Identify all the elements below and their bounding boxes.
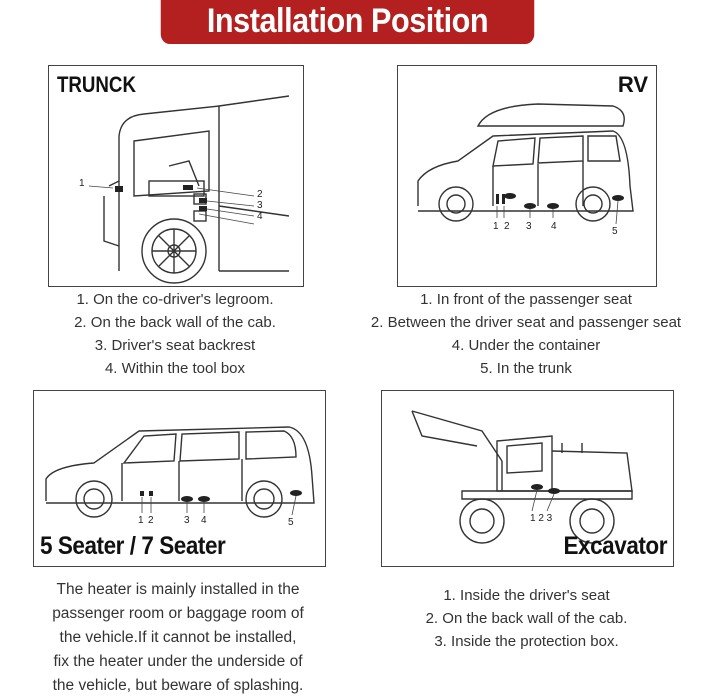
rv-description — [350, 288, 702, 380]
seater-line-2: passenger room or baggage room of — [52, 605, 304, 622]
seater-line-5: the vehicle, but beware of splashing. — [52, 677, 304, 694]
rv-marker-4: 4 — [551, 221, 557, 232]
truck-line-2: 2. On the back wall of the cab. — [74, 314, 276, 331]
seater-marker-4: 4 — [201, 515, 207, 526]
rv-line-3: 4. Under the container — [451, 337, 601, 354]
excavator-label: Excavator — [563, 532, 667, 560]
seater-line-1: The heater is mainly installed in the — [56, 581, 300, 598]
seater-label: 5 Seater / 7 Seater — [40, 532, 226, 560]
rv-line-4: 5. In the trunk — [480, 360, 572, 377]
excavator-description — [381, 584, 672, 653]
truck-line-3: 3. Driver's seat backrest — [94, 337, 256, 354]
truck-marker-3: 3 — [257, 200, 263, 211]
seater-description — [28, 578, 328, 698]
truck-line-4: 4. Within the tool box — [104, 360, 246, 377]
rv-marker-5: 5 — [612, 226, 618, 237]
rv-line-2: 2. Between the driver seat and passenger seat — [370, 314, 682, 331]
rv-marker-2: 2 — [504, 221, 510, 232]
rv-label: RV — [617, 72, 648, 97]
truck-wheel — [142, 219, 206, 283]
excavator-marker-123: 1 2 3 — [530, 513, 553, 524]
excavator-line-3: 3. Inside the protection box. — [434, 633, 619, 650]
truck-illustration — [49, 66, 303, 286]
truck-description — [42, 288, 308, 380]
truck-panel — [48, 65, 304, 287]
truck-marker-2: 2 — [257, 189, 263, 200]
rv-line-1: 1. In front of the passenger seat — [420, 291, 632, 308]
seater-marker-2: 2 — [148, 515, 154, 526]
truck-marker-1: 1 — [79, 178, 85, 189]
rv-marker-1: 1 — [493, 221, 499, 232]
seater-marker-1: 1 — [138, 515, 144, 526]
rv-marker-3: 3 — [526, 221, 532, 232]
truck-label: TRUNCK — [57, 72, 136, 97]
excavator-line-1: 1. Inside the driver's seat — [443, 587, 610, 604]
seater-panel — [33, 390, 326, 567]
truck-line-1: 1. On the co-driver's legroom. — [76, 291, 274, 308]
excavator-panel — [381, 390, 674, 567]
page-title: Installation Position — [206, 2, 489, 40]
excavator-line-2: 2. On the back wall of the cab. — [425, 610, 628, 627]
seater-line-3: the vehicle.If it cannot be installed, — [59, 629, 297, 646]
rv-panel — [397, 65, 657, 287]
seater-line-4: fix the heater under the underside of — [53, 653, 303, 670]
title-banner — [161, 0, 535, 44]
seater-marker-3: 3 — [184, 515, 190, 526]
seater-marker-5: 5 — [288, 517, 294, 528]
rv-illustration — [398, 66, 656, 286]
truck-marker-4: 4 — [257, 211, 263, 222]
